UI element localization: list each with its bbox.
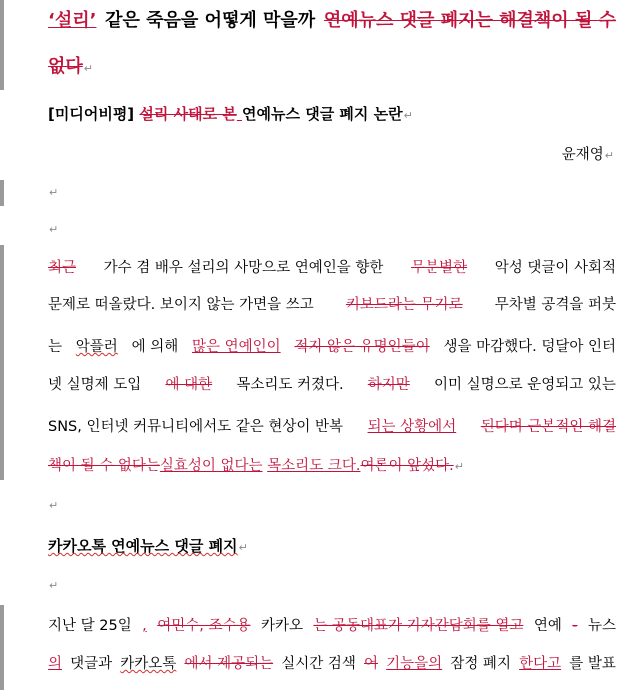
deleted-text: - <box>572 618 578 634</box>
author-name: 윤재영 <box>561 147 604 163</box>
empty-paragraph <box>48 181 616 204</box>
author <box>48 144 614 167</box>
paragraph-mark: ↵ <box>604 149 614 162</box>
paragraph-mark: ↵ <box>49 186 59 199</box>
subtitle-tag: [미디어비평] <box>48 105 140 123</box>
paragraph-mark: ↵ <box>403 109 413 122</box>
title-text: 같은 죽음을 어떻게 막을까 <box>105 10 316 31</box>
paragraph-mark: ↵ <box>238 541 248 554</box>
deleted-text: 여론이 앞섰다. <box>360 458 454 474</box>
section-heading-text: 카카오톡 연예뉴스 댓글 폐지 <box>48 537 238 555</box>
subtitle <box>48 103 616 127</box>
deleted-text: 적지 않은 유명인들이 <box>294 339 430 355</box>
title-inserted: ‘설리’ <box>48 10 97 31</box>
paragraph-mark: ↵ <box>49 579 59 592</box>
section-heading <box>48 535 616 559</box>
paragraph-mark: ↵ <box>49 499 59 512</box>
body-text: 연예 <box>533 618 562 634</box>
inserted-text: 목소리도 크다. <box>267 458 361 474</box>
body-text: 목소리도 커졌다. <box>236 377 344 393</box>
deleted-text: 어 <box>364 656 379 672</box>
empty-paragraph <box>48 218 616 241</box>
spellcheck-word: 카카오톡 <box>120 656 177 672</box>
deleted-text: 여민수, 조수용 <box>157 618 251 634</box>
body-line <box>48 615 616 637</box>
body-line <box>48 416 616 438</box>
title-line-2 <box>48 56 616 80</box>
body-line <box>48 455 616 478</box>
body-text: 악성 댓글이 사회적 <box>494 260 616 276</box>
empty-paragraph <box>48 574 616 597</box>
body-line <box>48 257 616 279</box>
deleted-text: 는 공동대표가 기자간담회를 열고 <box>313 618 524 634</box>
change-bar <box>0 605 4 690</box>
body-text: 카카오 <box>260 618 303 634</box>
inserted-text: 의 <box>48 656 63 672</box>
empty-paragraph <box>48 494 616 517</box>
body-text: SNS, 인터넷 커뮤니티에서도 같은 현상이 반복 <box>48 419 344 435</box>
body-line <box>48 374 616 396</box>
deleted-text: 하지만 <box>367 377 410 393</box>
deleted-text: 키보드라는 무기로 <box>345 297 463 313</box>
deleted-text: 에서 제공되는 <box>184 656 274 672</box>
inserted-text: 되는 상황에서 <box>367 419 457 435</box>
body-line <box>48 336 616 358</box>
body-text: 문제로 떠올랐다. 보이지 않는 가면을 쓰고 <box>48 297 314 313</box>
body-text: 댓글과 <box>70 656 113 672</box>
body-text: 지난 달 25일 <box>48 618 132 634</box>
body-text: 이미 실명으로 운영되고 있는 <box>434 377 616 393</box>
deleted-text: 된다며 근본적인 해결 <box>480 419 616 435</box>
body-text: 가수 겸 배우 설리의 사망으로 연예인을 향한 <box>103 260 384 276</box>
inserted-text: 많은 연예인이 <box>191 339 281 355</box>
body-text: 를 발표 <box>569 656 616 672</box>
body-text: 무차별 공격을 퍼붓 <box>494 297 616 313</box>
inserted-text: 한다고 <box>519 656 562 672</box>
body-text: 실시간 검색 <box>281 656 356 672</box>
change-bar <box>0 180 4 206</box>
inserted-text: 기능을의 <box>386 656 443 672</box>
subtitle-deleted: 설리 사태로 본 <box>139 105 237 123</box>
body-line <box>48 294 616 316</box>
body-text: 는 <box>48 339 63 355</box>
spellcheck-word: 악플러 <box>75 339 118 355</box>
paragraph-mark: ↵ <box>83 62 93 75</box>
body-text: 에 의해 <box>131 339 179 355</box>
title-deleted: 없다 <box>48 56 83 77</box>
body-line <box>48 653 616 675</box>
inserted-text: , <box>142 618 147 634</box>
body-text: 넷 실명제 도입 <box>48 377 142 393</box>
change-bar <box>0 0 4 90</box>
paragraph-mark: ↵ <box>49 223 59 236</box>
deleted-text: 책이 될 수 없다는 <box>48 458 160 474</box>
paragraph-mark: ↵ <box>454 460 464 473</box>
body-text: 잠정 폐지 <box>450 656 511 672</box>
title-line-1 <box>48 10 616 32</box>
title-deleted: 연예뉴스 댓글 폐지는 해결책이 될 수 <box>323 10 616 31</box>
body-text: 생을 마감했다. 덩달아 인터 <box>443 339 616 355</box>
deleted-text: 최근 <box>48 260 77 276</box>
body-text: 뉴스 <box>587 618 616 634</box>
change-bar <box>0 245 4 480</box>
subtitle-text: 연예뉴스 댓글 폐지 논란 <box>242 105 403 123</box>
deleted-text: 무분별한 <box>411 260 468 276</box>
inserted-text: 실효성이 없다는 <box>159 458 263 474</box>
deleted-text: 에 대한 <box>165 377 213 393</box>
